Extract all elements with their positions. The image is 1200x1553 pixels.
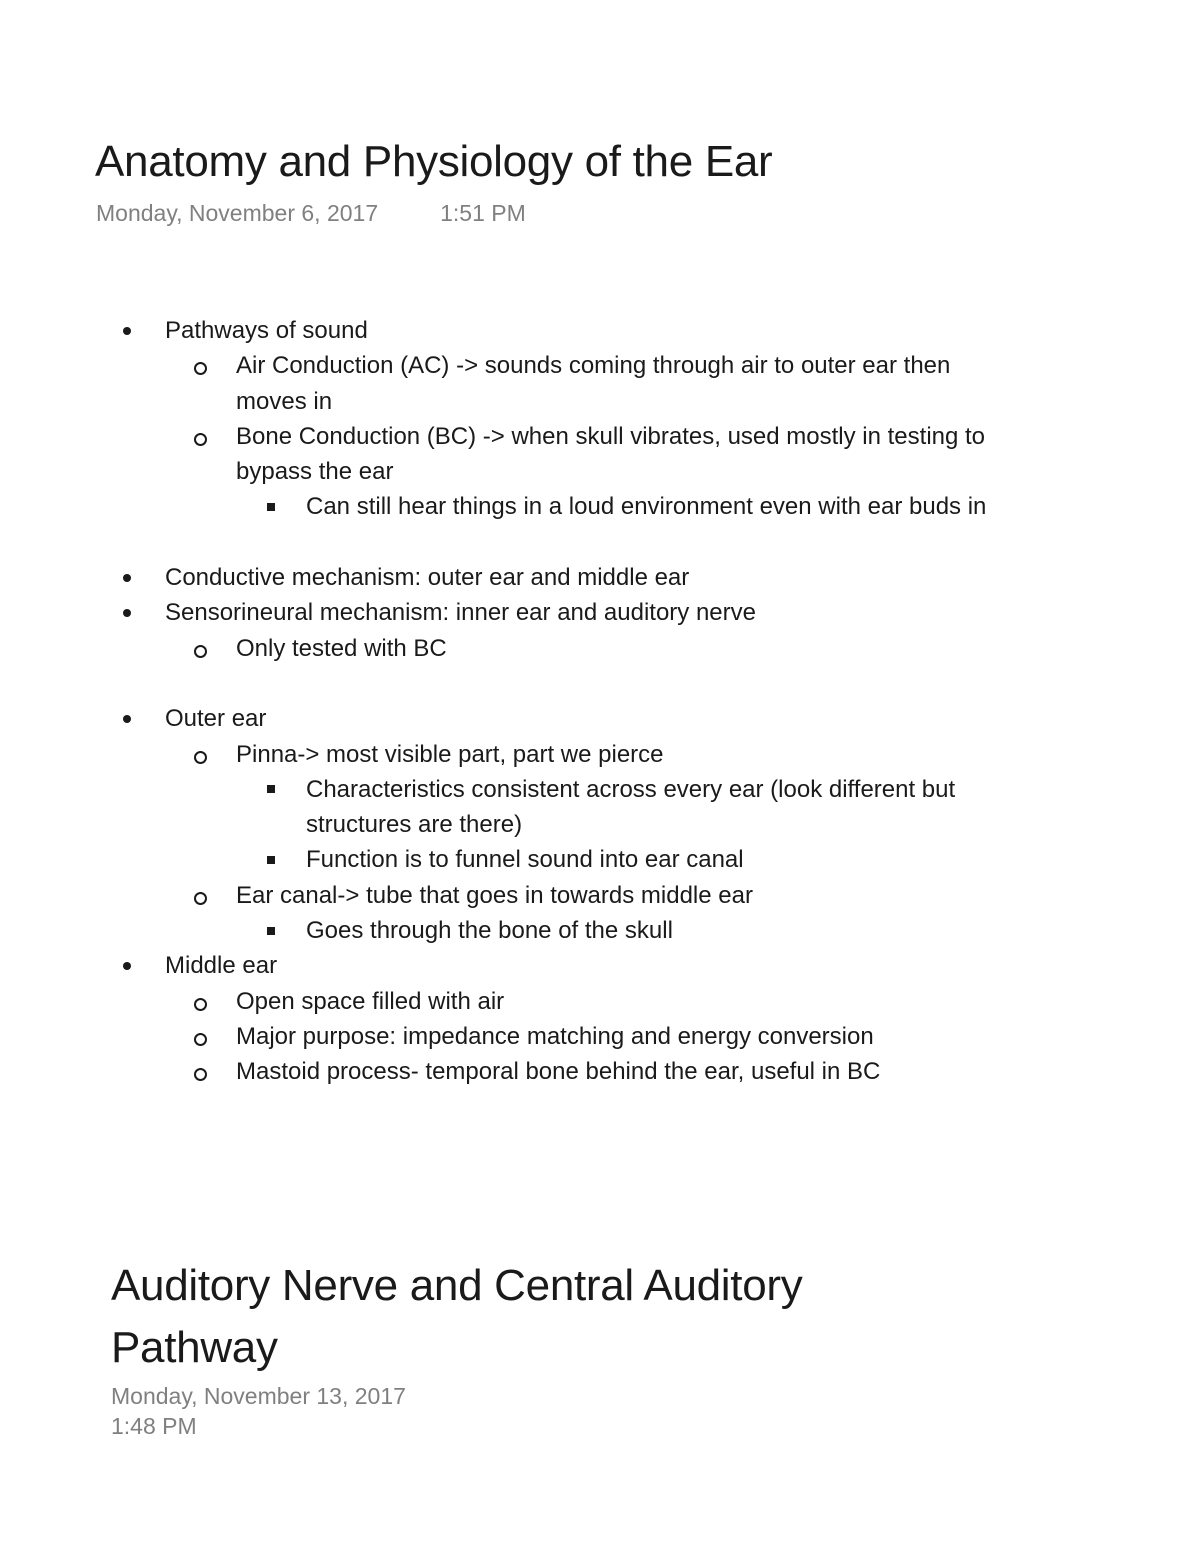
- list-item: [0, 984, 1200, 1019]
- list-item-text: Pathways of sound: [165, 317, 368, 344]
- note-title: Anatomy and Physiology of the Ear: [95, 137, 773, 186]
- bullet-circle-icon: [190, 631, 210, 666]
- list-item: [0, 737, 1200, 772]
- bullet-square-icon: [261, 772, 281, 807]
- bullet-square-icon: [261, 842, 281, 877]
- list-item: [0, 1054, 1200, 1089]
- note-date: Monday, November 13, 2017: [111, 1383, 406, 1409]
- list-item: [0, 772, 1200, 843]
- bullet-circle-icon: [190, 1019, 210, 1054]
- note-title: Auditory Nerve and Central Auditory Pathway: [111, 1261, 803, 1372]
- list-item-text: Air Conduction (AC) -> sounds coming through air to outer ear then moves in: [236, 352, 951, 415]
- list-item-text: Sensorineural mechanism: inner ear and auditory nerve: [165, 599, 756, 627]
- list-item: [0, 631, 1200, 666]
- list-item-text: Major purpose: impedance matching and energy conversion: [236, 1022, 874, 1050]
- list-item-text: Bone Conduction (BC) -> when skull vibrates, used mostly in testing to bypass the ear: [236, 422, 986, 486]
- note-date: Monday, November 6, 2017: [96, 200, 379, 226]
- note-outline: [0, 313, 1200, 1090]
- bullet-circle-icon: [190, 348, 210, 383]
- bullet-circle-icon: [190, 419, 210, 454]
- bullet-circle-icon: [190, 984, 210, 1019]
- spacer: [0, 666, 1200, 701]
- list-item-text: Can still hear things in a loud environment even with ear buds in: [306, 493, 987, 521]
- list-item-text: Mastoid process- temporal bone behind the ear, useful in BC: [236, 1058, 881, 1086]
- list-item-text: Middle ear: [165, 952, 278, 980]
- bullet-square-icon: [261, 913, 281, 948]
- list-item-text: Goes through the bone of the skull: [306, 917, 673, 945]
- list-item-text: Characteristics consistent across every ear (look different but structures are there): [306, 775, 956, 839]
- note-time: 1:51 PM: [440, 200, 526, 226]
- list-item-text: Outer ear: [165, 705, 267, 733]
- bullet-square-icon: [261, 489, 281, 524]
- list-item: [0, 1019, 1200, 1054]
- bullet-dot-icon: [117, 560, 137, 595]
- bullet-circle-icon: [190, 737, 210, 772]
- list-item: [0, 419, 1200, 490]
- bullet-dot-icon: [117, 948, 137, 983]
- list-item-text: Ear canal-> tube that goes in towards middle ear: [236, 881, 753, 909]
- bullet-circle-icon: [190, 1054, 210, 1089]
- list-item: [0, 701, 1200, 736]
- spacer: [0, 525, 1200, 560]
- list-item: [0, 560, 1200, 595]
- bullet-dot-icon: [117, 313, 137, 348]
- note-time: 1:48 PM: [111, 1413, 197, 1439]
- list-item: [0, 878, 1200, 913]
- bullet-circle-icon: [190, 878, 210, 913]
- list-item-text: Pinna-> most visible part, part we pierce: [236, 740, 664, 768]
- list-item: [0, 913, 1200, 948]
- list-item: [0, 595, 1200, 630]
- bullet-dot-icon: [117, 595, 137, 630]
- list-item: [0, 948, 1200, 983]
- list-item-text: Conductive mechanism: outer ear and middle ear: [165, 564, 690, 592]
- list-item: [0, 348, 1200, 419]
- bullet-dot-icon: [117, 701, 137, 736]
- list-item-text: Function is to funnel sound into ear canal: [306, 846, 744, 874]
- list-item: [0, 313, 1200, 348]
- list-item: [0, 842, 1200, 877]
- list-item: [0, 489, 1200, 524]
- list-item-text: Only tested with BC: [236, 634, 447, 662]
- note-timestamp: [96, 199, 526, 229]
- list-item-text: Open space filled with air: [236, 987, 505, 1015]
